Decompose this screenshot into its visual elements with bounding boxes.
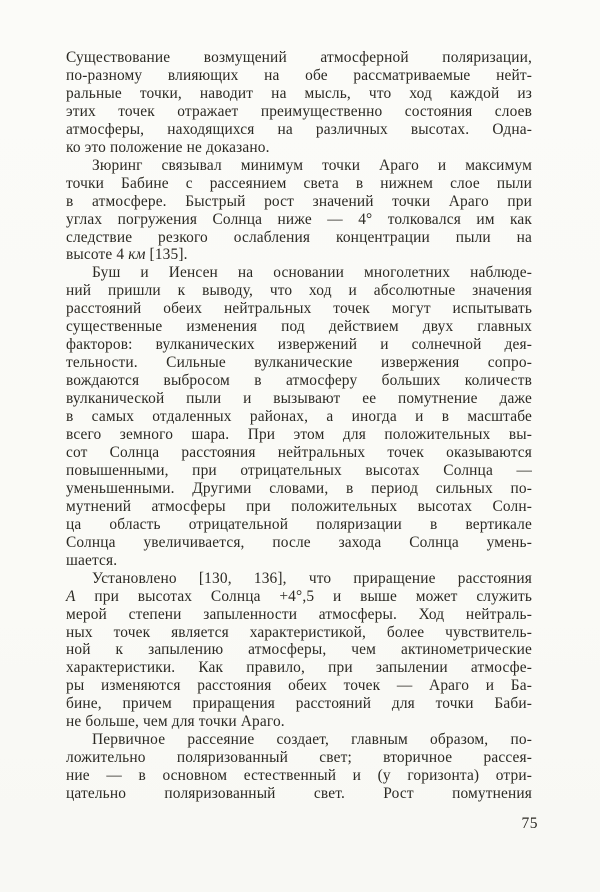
- text-line: сот Солнца расстояния нейтральных точек оказываются: [66, 443, 532, 461]
- text-line: цательно поляризованный свет. Рост помутнения: [66, 785, 532, 803]
- text-line: повышенными, при отрицательных высотах Солнца —: [66, 461, 532, 479]
- paragraph: [66, 731, 532, 803]
- text-line: шается.: [66, 551, 118, 569]
- text-line: углах погружения Солнца ниже — 4° толковался им как: [66, 210, 532, 228]
- text-line: вождаются выбросом в атмосферу больших количеств: [66, 372, 532, 390]
- paragraph: [66, 570, 532, 732]
- text-line: ний пришли к выводу, что ход и абсолютные значения: [66, 282, 532, 300]
- text-line: [66, 246, 532, 264]
- text-line: ной к запылению атмосферы, чем актинометрические: [66, 641, 532, 659]
- text-line: точки Бабине с рассеянием света в нижнем слое пыли: [66, 174, 532, 192]
- text-line: характеристики. Как правило, при запылении атмосфе-: [66, 659, 532, 677]
- text-line: Первичное рассеяние создает, главным образом, по-: [92, 731, 532, 749]
- text-line: ко это положение не доказано.: [66, 138, 270, 156]
- paragraph: [66, 264, 532, 569]
- page-number: 75: [521, 815, 538, 832]
- text-segment: высоте 4: [66, 246, 129, 264]
- text-line: ложительно поляризованный свет; вторичное рассея-: [66, 749, 532, 767]
- text-line: не больше, чем для точки Араго.: [66, 713, 285, 731]
- text-line: Зюринг связывал минимум точки Араго и максимум: [92, 156, 532, 174]
- text-line: ных точек является характеристикой, более чувствитель-: [66, 623, 532, 641]
- text-line: факторов: вулканических извержений и солнечной дея-: [66, 336, 532, 354]
- text-line: Существование возмущений атмосферной поляризации,: [66, 49, 532, 66]
- text-line: атмосферы, находящихся на различных высотах. Одна-: [66, 120, 532, 138]
- text-line: ры изменяются расстояния обеих точек — Араго и Ба-: [66, 677, 532, 695]
- text-column: [66, 49, 532, 803]
- text-line: существенные изменения под действием двух главных: [66, 318, 532, 336]
- text-line: [66, 588, 532, 606]
- text-line: всего земного шара. При этом для положительных вы-: [66, 426, 532, 444]
- text-line: уменьшенными. Другими словами, в период сильных по-: [66, 479, 532, 497]
- text-line: ральные точки, наводит на мысль, что ход каждой из: [66, 84, 532, 102]
- text-line: бине, причем приращения расстояний для точки Баби-: [66, 695, 532, 713]
- text-segment: [135].: [145, 246, 188, 264]
- text-line: Солнца увеличивается, после захода Солнца умень-: [66, 533, 532, 551]
- text-line: тельности. Сильные вулканические извержения сопро-: [66, 354, 532, 372]
- text-segment: при высотах Солнца +4°,5 и выше может служить: [75, 587, 532, 605]
- text-line: в атмосфере. Быстрый рост значений точки Араго при: [66, 192, 532, 210]
- text-line: Буш и Иенсен на основании многолетних наблюде-: [92, 264, 532, 282]
- text-line: следствие резкого ослабления концентрации пыли на: [66, 228, 532, 246]
- text-line: расстояний обеих нейтральных точек могут испытывать: [66, 300, 532, 318]
- text-line: Установлено [130, 136], что приращение расстояния: [92, 569, 532, 587]
- text-line: ца область отрицательной поляризации в вертикале: [66, 515, 532, 533]
- text-line: в самых отдаленных районах, а иногда и в масштабе: [66, 408, 532, 426]
- paragraph: [66, 157, 532, 265]
- italic-variable: А: [66, 587, 76, 605]
- text-line: мерой степени запыленности атмосферы. Ход нейтраль-: [66, 605, 532, 623]
- text-line: вулканической пыли и вызывают ее помутнение даже: [66, 390, 532, 408]
- italic-text: км: [128, 246, 146, 264]
- text-line: этих точек отражает преимущественно состояния слоев: [66, 102, 532, 120]
- paragraph: [66, 49, 532, 157]
- text-line: ние — в основном естественный и (у горизонта) отри-: [66, 767, 532, 785]
- text-line: по-разному влияющих на обе рассматриваемые нейт-: [66, 66, 532, 84]
- text-line: мутнений атмосферы при положительных высотах Солн-: [66, 497, 532, 515]
